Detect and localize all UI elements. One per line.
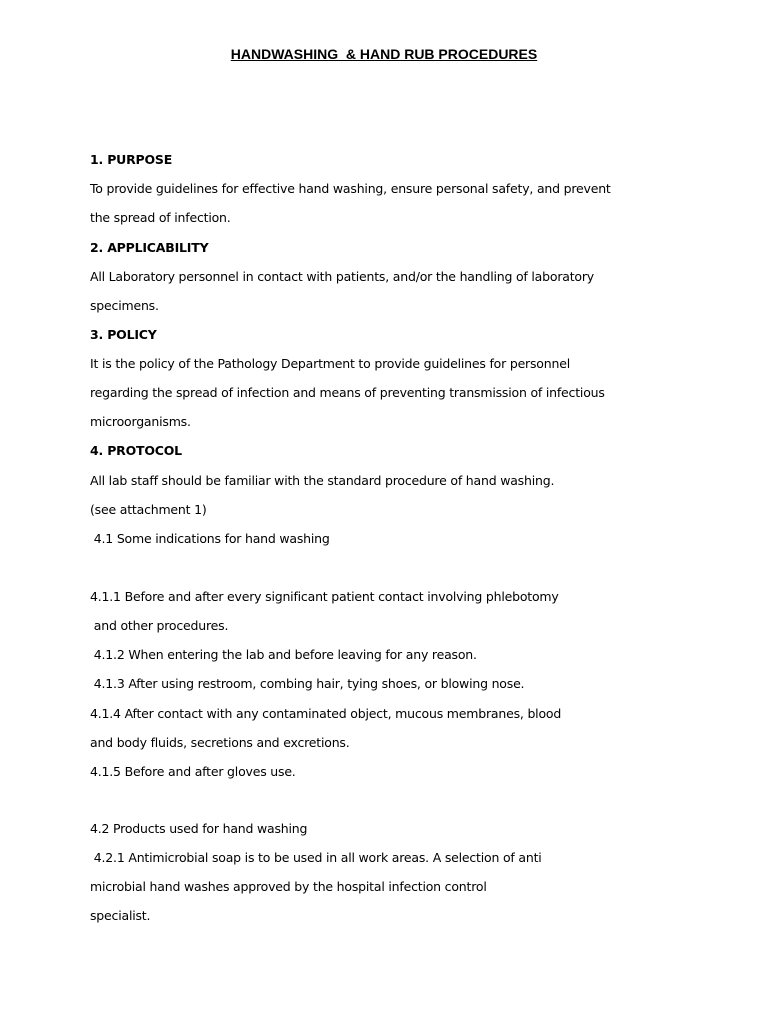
protocol-text-line: 4.1.1 Before and after every significant patient contact involving phlebotomy	[90, 589, 559, 604]
protocol-text-line: 4.1.2 When entering the lab and before leaving for any reason.	[90, 647, 477, 662]
policy-text-line: It is the policy of the Pathology Department to provide guidelines for personnel	[90, 356, 570, 371]
purpose-text-line: the spread of infection.	[90, 210, 231, 225]
protocol-text-line: and body fluids, secretions and excretions.	[90, 735, 350, 750]
policy-text-line: regarding the spread of infection and means of preventing transmission of infectious	[90, 385, 605, 400]
applicability-text-line: specimens.	[90, 298, 159, 313]
protocol-text-line: 4.1.5 Before and after gloves use.	[90, 764, 296, 779]
policy-text-line: microorganisms.	[90, 414, 191, 429]
protocol-text-line: specialist.	[90, 908, 151, 923]
protocol-text-line: 4.1.4 After contact with any contaminated object, mucous membranes, blood	[90, 706, 562, 721]
section-heading-applicability: 2. APPLICABILITY	[90, 240, 209, 255]
protocol-text-line: microbial hand washes approved by the hospital infection control	[90, 879, 487, 894]
protocol-text-line: (see attachment 1)	[90, 502, 207, 517]
section-heading-policy: 3. POLICY	[90, 327, 157, 342]
applicability-text-line: All Laboratory personnel in contact with patients, and/or the handling of laboratory	[90, 269, 595, 284]
protocol-text-line: and other procedures.	[90, 618, 229, 633]
protocol-text-line: 4.2.1 Antimicrobial soap is to be used in all work areas. A selection of anti	[90, 850, 542, 865]
protocol-text-line: 4.1.3 After using restroom, combing hair, tying shoes, or blowing nose.	[90, 676, 525, 691]
protocol-subheading-products: 4.2 Products used for hand washing	[90, 821, 308, 836]
protocol-text-line: All lab staff should be familiar with the standard procedure of hand washing.	[90, 473, 555, 488]
protocol-subheading-indications: 4.1 Some indications for hand washing	[90, 531, 330, 546]
purpose-text-line: To provide guidelines for effective hand washing, ensure personal safety, and prevent	[90, 181, 611, 196]
section-heading-purpose: 1. PURPOSE	[90, 152, 173, 167]
section-heading-protocol: 4. PROTOCOL	[90, 443, 182, 458]
document-title: HANDWASHING & HAND RUB PROCEDURES	[230, 46, 538, 62]
